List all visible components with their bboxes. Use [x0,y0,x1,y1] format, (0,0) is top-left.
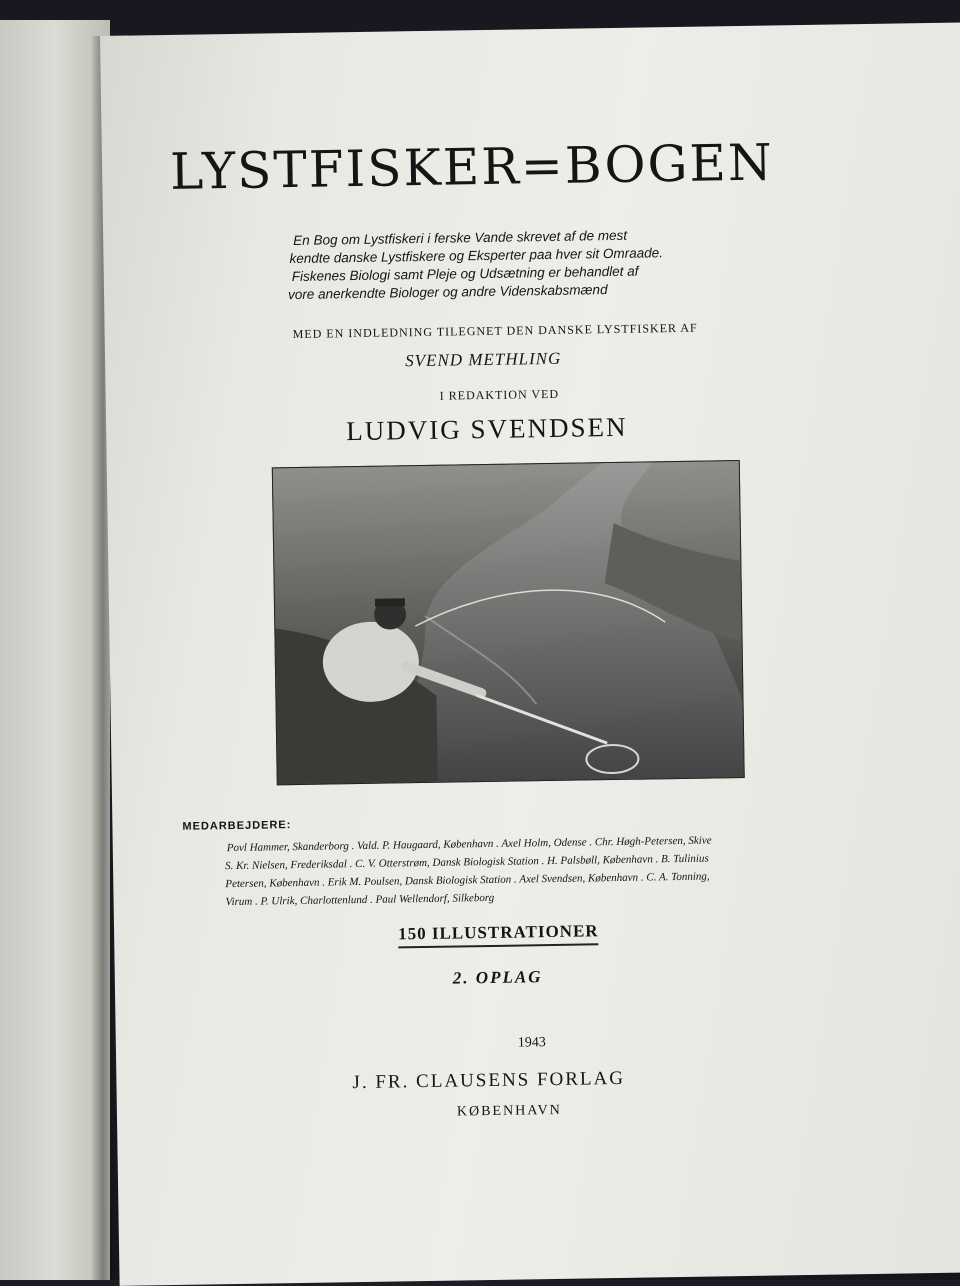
contributors-line-1: Povl Hammer, Skanderborg . Vald. P. Haugaard, København . Axel Holm, Odense . Chr. Høgh-Petersen, Skive [226,834,712,855]
contributors-line-3: Petersen, København . Erik M. Poulsen, Dansk Biologisk Station . Axel Svendsen, København . C. A. Tonning, [225,870,710,891]
editor-label: I REDAKTION VED [439,386,560,403]
subtitle-line-1: En Bog om Lystfiskeri i ferske Vande skrevet af de mest [293,227,628,248]
angler-photograph [272,460,745,785]
publication-year: 1943 [517,1035,546,1051]
printing-edition: 2. OPLAG [452,967,543,988]
subtitle-line-3: Fiskenes Biologi samt Pleje og Udsætning er behandlet af [291,263,639,285]
title-page [100,22,960,1286]
intro-author: SVEND METHLING [404,348,562,371]
subtitle-line-4: vore anerkendte Biologer og andre Videnskabsmænd [287,282,608,303]
editor-name: LUDVIG SVENDSEN [346,411,628,447]
contributors-line-4: Virum . P. Ulrik, Charlottenlund . Paul Wellendorf, Silkeborg [225,891,495,909]
intro-dedication: MED EN INDLEDNING TILEGNET DEN DANSKE LYSTFISKER AF [292,320,698,342]
illustrations-count: 150 ILLUSTRATIONER [398,921,599,948]
contributors-line-2: S. Kr. Nielsen, Frederiksdal . C. V. Otterstrøm, Dansk Biologisk Station . H. Palsbøll, København . B. Tulinius [224,852,709,873]
publisher-city: KØBENHAVN [456,1102,562,1120]
book-title: LYSTFISKER=BOGEN [169,133,775,201]
publisher-name: J. FR. CLAUSENS FORLAG [352,1067,626,1094]
contributors-label: MEDARBEJDERE: [182,819,292,833]
subtitle-line-2: kendte danske Lystfiskere og Eksperter paa hver sit Omraade. [289,245,664,267]
